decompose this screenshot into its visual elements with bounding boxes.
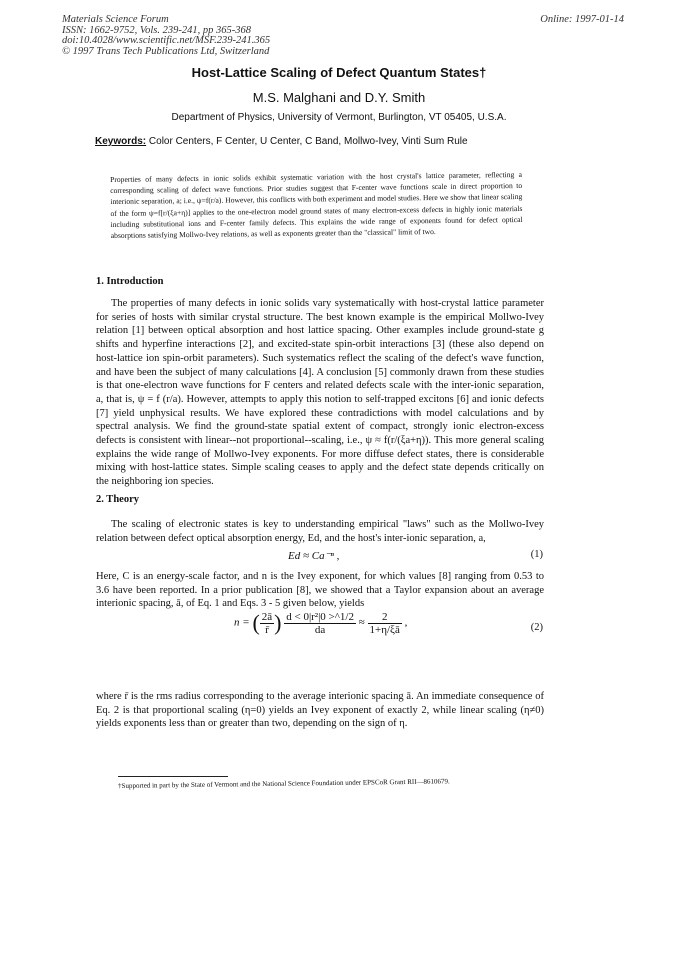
theory-text-3: where r̄ is the rms radius corresponding to the average interionic spacing ā. An immediate consequence of Eq. 2 is that proportional scaling (η=0) yields an Ivey exponent of exactly 2, while linear scaling (η≠0) yields exponents less than or greater than two, depending on the sign of η. bbox=[96, 691, 544, 730]
eq2-paren-den: r̄ bbox=[265, 623, 269, 636]
eq2-paren-fraction bbox=[260, 611, 274, 636]
theory-text-2: Here, C is an energy-scale factor, and n is the Ivey exponent, for which values [8] ranging from 0.53 to 3.6 have been reported. In a prior publication [8], we showed that a Taylor expansion about an average interionic spacing, ā, of Eq. 1 and Eqs. 3 - 5 given below, yields bbox=[96, 571, 544, 610]
eq2-frac1-den: da bbox=[314, 623, 326, 636]
eq2-derivative-fraction bbox=[284, 611, 356, 636]
theory-paragraph-1 bbox=[96, 518, 544, 545]
theory-text-1: The scaling of electronic states is key to understanding empirical "laws" such as the Mollwo-Ivey relation between defect optical absorption energy, Ed, and the host's inter-ionic separation, a, bbox=[96, 519, 544, 544]
eq2-frac2-num: 2 bbox=[368, 611, 402, 624]
keywords-label: Keywords: bbox=[95, 136, 147, 147]
equation-2 bbox=[234, 610, 407, 636]
authors: M.S. Malghani and D.Y. Smith bbox=[252, 90, 426, 105]
equation-1-number: (1) bbox=[530, 549, 543, 560]
eq2-paren-num: 2ā bbox=[261, 610, 273, 623]
abstract: Properties of many defects in ionic solids exhibit systematic variation with the host crystal's lattice parameter, reflecting a corresponding scaling of defect wave functions. Prior studies suggest that F-center wave functions scale in direct proportion to interionic separation, a; i.e., ψ=f(r/a). However, this conflicts with both experiment and model studies. Here we show that linear scaling of the form ψ=f[r/(ξa+η)] applies to the one-electron model ground states of many electron-excess defects in highly ionic materials including substitutional ions and F-center family defects. This explains the wide range of exponents found for defect optical absorptions satisfying Mollwo-Ivey relations, as well as exponents greater than the "classical" limit of two. bbox=[110, 169, 523, 241]
introduction-paragraph bbox=[96, 297, 544, 489]
eq2-result-fraction bbox=[368, 611, 402, 636]
equation-1: Ed ≈ Ca⁻ⁿ , bbox=[288, 550, 340, 562]
eq2-right-paren: ) bbox=[274, 610, 282, 635]
eq2-tail: , bbox=[404, 616, 408, 629]
theory-paragraph-2 bbox=[96, 570, 544, 611]
keywords bbox=[95, 136, 468, 147]
keywords-list: Color Centers, F Center, U Center, C Band, Mollwo-Ivey, Vinti Sum Rule bbox=[148, 136, 468, 147]
online-date: Online: 1997-01-14 bbox=[540, 14, 624, 25]
equation-2-number: (2) bbox=[530, 622, 543, 633]
footnote-rule bbox=[118, 776, 228, 777]
eq2-approx: ≈ bbox=[358, 616, 365, 629]
theory-paragraph-3 bbox=[96, 690, 544, 731]
doi-line: doi:10.4028/www.scientific.net/MSF.239-241.365 bbox=[62, 35, 271, 46]
eq2-frac2-den: 1+η/ξā bbox=[369, 623, 400, 636]
intro-text: The properties of many defects in ionic solids vary systematically with host-crystal lattice parameter for series of hosts with similar crystal structure. The best known example is the empirical Mollwo-Ivey relation [1] between optical absorption and host lattice spacing. Other examples include ground-state g shifts and hyperfine interactions [2], and excited-state spin-orbit interactions [3] (these also depend on host-lattice ion spin-orbit parameters). Such systematics reflect the scaling of the defect's wave function, and have been the subject of many calculations [4]. A conclusion [5] commonly drawn from these studies is that one-electron wave functions for F centers and related defects scale with the inter-ionic separation, a, that is, ψ = f (r/a). However, attempts to apply this notion to self-trapped excitons [6] and ionic defects [7] yield unphysical results. We have explored these contradictions with model calculations and by spectral analysis. We find the ground-state spatial extent of compact, strongly ionic electron-excess defects is consistent with linear--not proportional--scaling, i.e., ψ ≈ f(r/(ξa+η)). This more general scaling explains the wide range of Mollwo-Ivey exponents. For more diffuse defect states, there is considerable mixing with host-lattice states. Simple scaling ceases to apply and the defect state depends critically on the neighboring ion species. bbox=[96, 298, 544, 488]
section-heading-theory: 2. Theory bbox=[96, 494, 139, 505]
eq2-left-paren: ( bbox=[252, 610, 260, 635]
copyright-line: © 1997 Trans Tech Publications Ltd, Switzerland bbox=[62, 45, 270, 57]
issn-line: ISSN: 1662-9752, Vols. 239-241, pp 365-368 bbox=[62, 24, 251, 36]
paper-title: Host-Lattice Scaling of Defect Quantum States† bbox=[191, 65, 487, 80]
journal-name: Materials Science Forum bbox=[62, 14, 169, 25]
footnote: †Supported in part by the State of Vermont and the National Science Foundation under EPSCoR Grant RII—8610679. bbox=[118, 777, 450, 790]
journal-header bbox=[62, 15, 270, 57]
eq2-lhs: n = bbox=[234, 616, 250, 629]
affiliation: Department of Physics, University of Vermont, Burlington, VT 05405, U.S.A. bbox=[171, 112, 507, 123]
section-heading-introduction: 1. Introduction bbox=[96, 276, 164, 287]
eq2-frac1-num: d < 0|r²|0 >^1/2 bbox=[286, 610, 354, 623]
